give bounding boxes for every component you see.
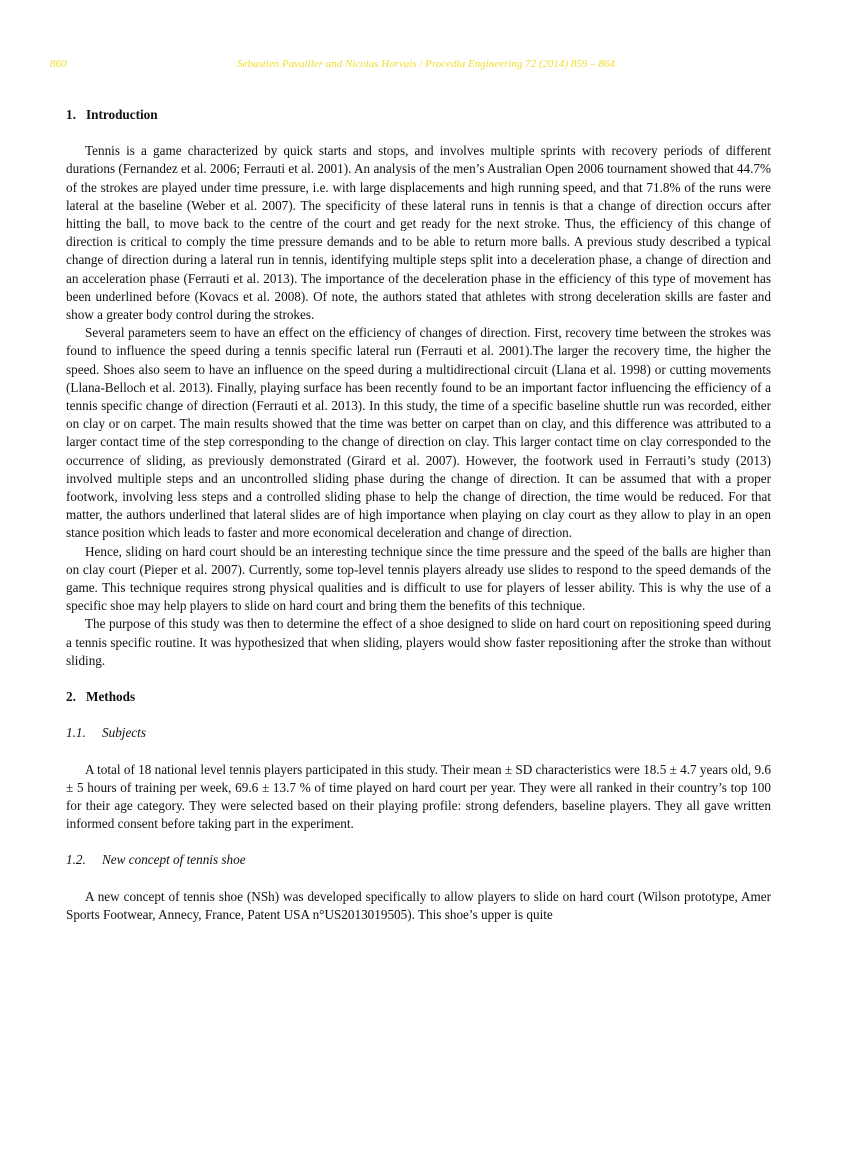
paragraph: Several parameters seem to have an effect on the efficiency of changes of direction. First, recovery time between the strokes was found to influence the speed during a tennis specific lateral run (Ferrauti et al. 2001).The larger the recovery time, the higher the speed. Shoes also seem to have an influence on the speed during a multidirectional circuit (Llana et al. 1998) or cutting movements (Llana-Belloch et al. 2013). Finally, playing surface has been recently found to be an important factor influencing the efficiency of a tennis specific change of direction (Ferrauti et al. 2013). In this study, the time of a specific baseline shuttle run was recorded, either on clay or on carpet. The main results showed that the time was better on carpet than on clay, and this difference was attributed to a larger contact time of the step corresponding to the change of direction on clay. This larger contact time on clay corresponded to the occurrence of sliding, as previously demonstrated (Girard et al. 2007). However, the footwork used in Ferrauti’s study (2013) involved multiple steps and an uncontrolled sliding phase during the change of direction. It can be assumed that with a proper footwork, involving less steps and a controlled sliding phase to help the change of direction, the time would be reduced. For that matter, the authors underlined that lateral slides are of high importance when playing on clay court as they allow to play in an open stance position which leads to faster and more economical deceleration and change of direction.: [66, 325, 771, 541]
subsection-number: 1.1.: [66, 725, 86, 741]
subsection-title: Subjects: [102, 725, 146, 741]
page-number: 860: [50, 58, 67, 70]
paragraph: Tennis is a game characterized by quick starts and stops, and involves multiple sprints with recovery periods of different durations (Fernandez et al. 2006; Ferrauti et al. 2001). An analysis of the men’s Australian Open 2006 tournament showed that 44.7% of the strokes are played under time pressure, i.e. with large displacements and high running speed, and that 71.8% of the runs were lateral at the baseline (Weber et al. 2007). The specificity of these lateral runs in tennis is that a change of direction occurs after hitting the ball, to move back to the centre of the court and get ready for the next stroke. Thus, the efficiency of this change of direction is critical to comply the time pressure demands and to be able to return more balls. A previous study described a typical change of direction during a lateral run in tennis, identifying multiple steps split into a deceleration phase, a change of direction and an acceleration phase (Ferrauti et al. 2013). The importance of the deceleration phase in the efficiency of this type of movement has been underlined before (Kovacs et al. 2008). Of note, the authors stated that athletes with strong deceleration skills are faster and show a greater body control during the strokes.: [66, 143, 771, 323]
subsection-title: New concept of tennis shoe: [102, 852, 246, 868]
subsection-heading-subjects: [66, 724, 771, 742]
section-title: Introduction: [86, 107, 158, 122]
section-heading-introduction: [66, 106, 771, 124]
paragraph: The purpose of this study was then to determine the effect of a shoe designed to slide on hard court on repositioning speed during a tennis specific routine. It was hypothesized that when sliding, players would show faster repositioning after the stroke than without sliding.: [66, 616, 771, 668]
paragraph: Hence, sliding on hard court should be an interesting technique since the time pressure and the speed of the balls are higher than on clay court (Pieper et al. 2007). Currently, some top-level tennis players already use slides to respond to the speed demands of the game. This technique requires strong physical qualities and is difficult to use for players of lesser ability. This is why the use of a specific shoe may help players to slide on hard court and bring them the benefits of this technique.: [66, 543, 771, 614]
section-number: 1.: [66, 107, 76, 122]
section-number: 2.: [66, 689, 76, 705]
section-title: Methods: [86, 689, 136, 705]
paragraph: A total of 18 national level tennis players participated in this study. Their mean ± SD characteristics were 18.5 ± 4.7 years old, 9.6 ± 5 hours of training per week, 69.6 ± 13.7 % of time played on hard court per year. They were all ranked in their country’s top 100 for their age category. They were selected based on their playing profile: strong defenders, baseline players. They all gave written informed consent before taking part in the experiment.: [66, 761, 771, 832]
section-heading-methods: [66, 688, 771, 706]
running-title: Sebastien Pavailler and Nicolas Horvais / Procedia Engineering 72 (2014) 859 – 864: [237, 58, 615, 70]
subsection-number: 1.2.: [66, 852, 86, 868]
paragraph: A new concept of tennis shoe (NSh) was developed specifically to allow players to slide on hard court (Wilson prototype, Amer Sports Footwear, Annecy, France, Patent USA n°US2013019505). This shoe’s upper is quite: [66, 888, 771, 922]
article-body: [66, 106, 771, 924]
subsection-heading-new-shoe: [66, 851, 771, 869]
running-header: [0, 58, 846, 74]
